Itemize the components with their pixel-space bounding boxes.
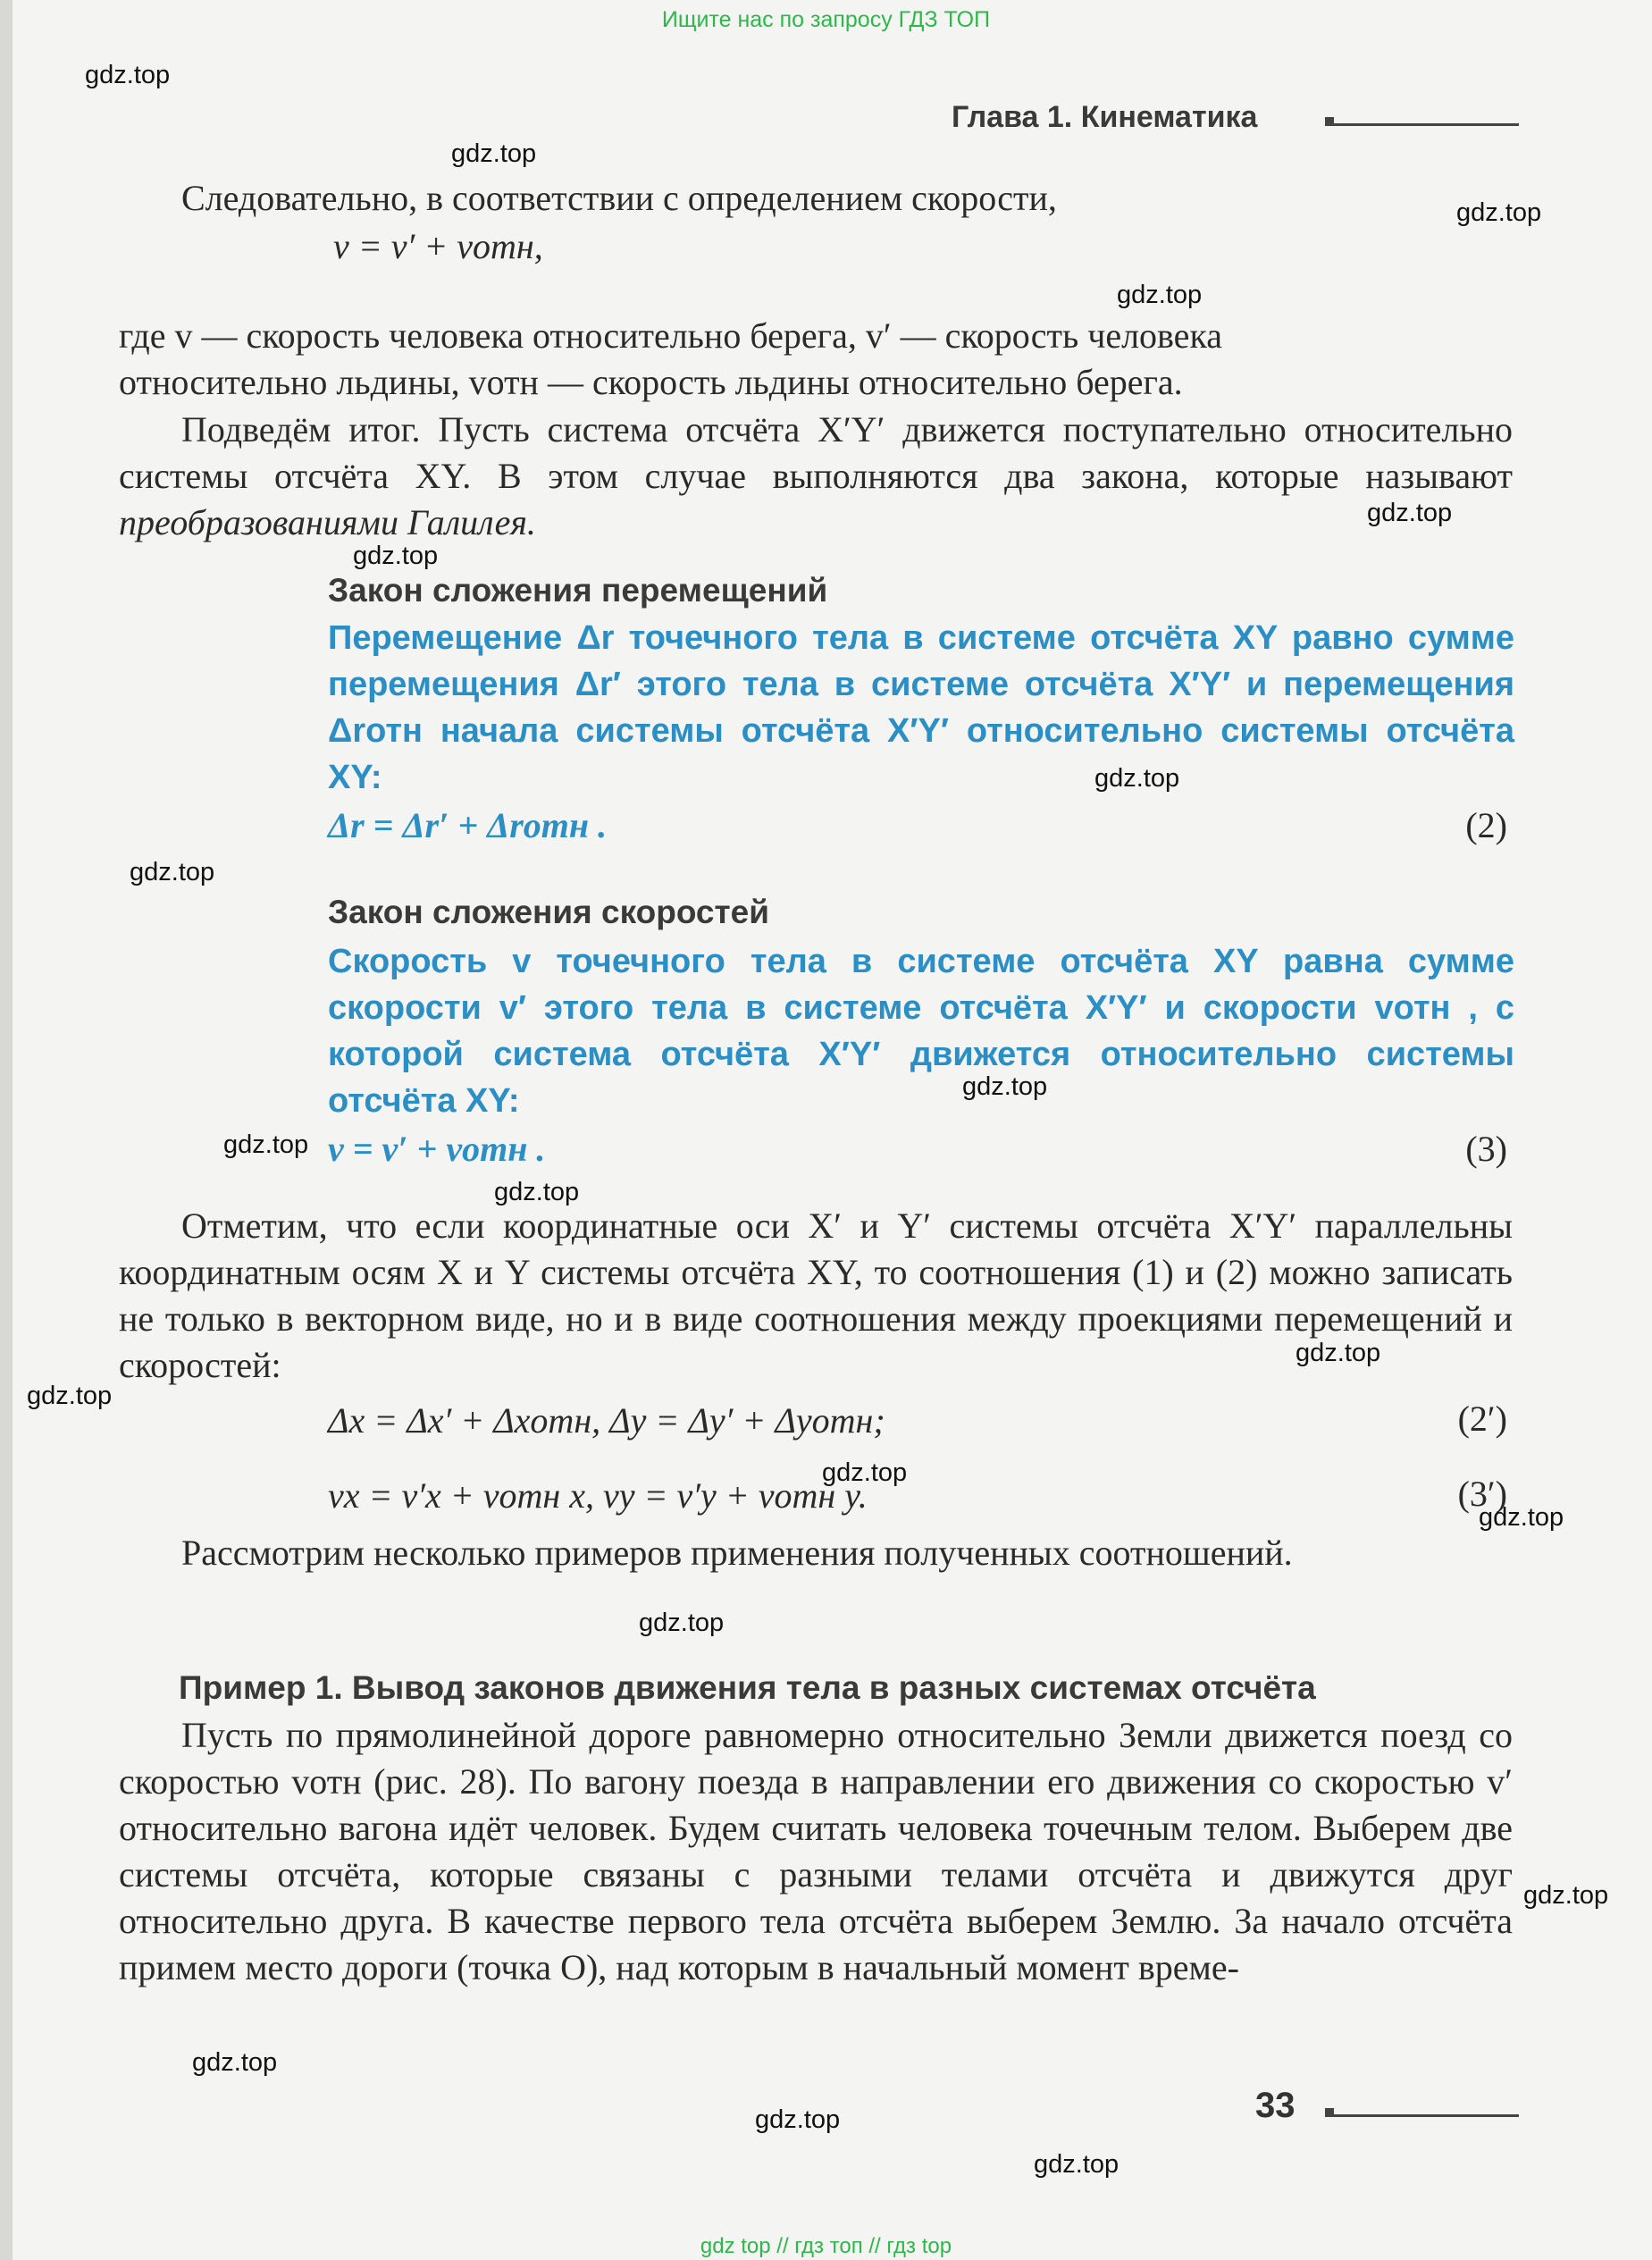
law2-title: Закон сложения скоростей bbox=[328, 894, 769, 930]
watermark: gdz.top bbox=[755, 2105, 841, 2134]
law1-text: Перемещение Δr точечного тела в системе отсчёта XY равно сумме перемещения Δr′ этого тела в системе отсчёта X′Y′ и перемещения Δrотн начала системы отсчёта X′Y′ относительно системы отсчёта XY: bbox=[328, 619, 1514, 796]
para-1: Следовательно, в соответствии с определением скорости, bbox=[181, 178, 1057, 218]
watermark: gdz.top bbox=[27, 1382, 113, 1410]
galileo-term: преобразованиями Галилея. bbox=[119, 502, 536, 542]
chapter-header: Глава 1. Кинематика bbox=[952, 100, 1258, 134]
bottom-banner[interactable]: gdz top // гдз топ // гдз top bbox=[700, 2234, 952, 2258]
watermark: gdz.top bbox=[353, 542, 439, 570]
para-6: Пусть по прямолинейной дороге равномерно относительно Земли движется поезд со скоростью vотн (рис. 28). По вагону поезда в направлении его движения со скоростью v′ относительно вагона идёт человек. Будем считать человека точечным телом. Выберем две системы отсчёта, которые связаны с разными телами отсчёта и движутся друг относительно друга. В качестве первого тела отсчёта выберем Землю. За начало отсчёта примем место дороги (точка O), над которым в начальный момент време- bbox=[119, 1715, 1513, 1987]
watermark: gdz.top bbox=[1479, 1503, 1564, 1532]
header-rule bbox=[1331, 123, 1519, 126]
page-spine bbox=[0, 0, 13, 2260]
law2-formula: v = v′ + vотн . bbox=[328, 1129, 546, 1169]
watermark: gdz.top bbox=[1034, 2150, 1120, 2179]
law1-number: (2) bbox=[1465, 805, 1507, 845]
watermark: gdz.top bbox=[223, 1130, 309, 1159]
watermark: gdz.top bbox=[639, 1609, 725, 1637]
watermark: gdz.top bbox=[1523, 1881, 1609, 1910]
watermark: gdz.top bbox=[822, 1458, 908, 1487]
equation-3prime: vx = v′x + vотн x, vy = v′y + vотн y. bbox=[328, 1475, 868, 1516]
watermark: gdz.top bbox=[1296, 1339, 1381, 1367]
watermark: gdz.top bbox=[1367, 499, 1453, 527]
watermark: gdz.top bbox=[1094, 764, 1180, 793]
page-number: 33 bbox=[1255, 2086, 1296, 2125]
top-banner[interactable]: Ищите нас по запросу ГДЗ ТОП bbox=[661, 7, 991, 32]
para-3: Подведём итог. Пусть система отсчёта X′Y′ движется поступательно относительно системы отсчёта XY. В этом случае выполняются два закона, которые называют преобразованиями Галилея. bbox=[119, 409, 1513, 542]
para-2: где v — скорость человека относительно берега, v′ — скорость человека относительно льдины, vотн — скорость льдины относительно берега. bbox=[119, 315, 1223, 402]
law1-formula: Δr = Δr′ + Δrотн . bbox=[328, 805, 608, 845]
watermark: gdz.top bbox=[962, 1072, 1048, 1101]
equation-v: v = v′ + vотн, bbox=[333, 226, 543, 266]
watermark: gdz.top bbox=[451, 139, 537, 168]
para-4: Отметим, что если координатные оси X′ и Y′ системы отсчёта X′Y′ параллельны координатным осям X и Y системы отсчёта XY, то соотношения (1) и (2) можно записать не только в векторном виде, но и в виде соотношения между проекциями перемещений и скоростей: bbox=[119, 1206, 1513, 1385]
watermark: gdz.top bbox=[1456, 198, 1542, 227]
equation-2prime: Δx = Δx′ + Δxотн, Δy = Δy′ + Δyотн; bbox=[328, 1400, 885, 1441]
watermark: gdz.top bbox=[1117, 281, 1203, 309]
para-5: Рассмотрим несколько примеров применения полученных соотношений. bbox=[181, 1533, 1293, 1573]
watermark: gdz.top bbox=[130, 858, 215, 886]
law1-title: Закон сложения перемещений bbox=[328, 572, 828, 609]
watermark: gdz.top bbox=[192, 2048, 278, 2077]
equation-2prime-number: (2′) bbox=[1457, 1399, 1507, 1439]
example-title: Пример 1. Вывод законов движения тела в разных системах отсчёта bbox=[179, 1669, 1316, 1706]
law2-text: Скорость v точечного тела в системе отсчёта XY равна сумме скорости v′ этого тела в системе отсчёта X′Y′ и скорости vотн , с которой система отсчёта X′Y′ движется относительно системы отсчёта XY: bbox=[328, 943, 1514, 1120]
law2-number: (3) bbox=[1465, 1129, 1507, 1169]
watermark: gdz.top bbox=[85, 61, 171, 89]
page-number-rule bbox=[1331, 2114, 1519, 2117]
watermark: gdz.top bbox=[494, 1178, 580, 1206]
equation-3prime-number: (3′) bbox=[1457, 1474, 1507, 1514]
